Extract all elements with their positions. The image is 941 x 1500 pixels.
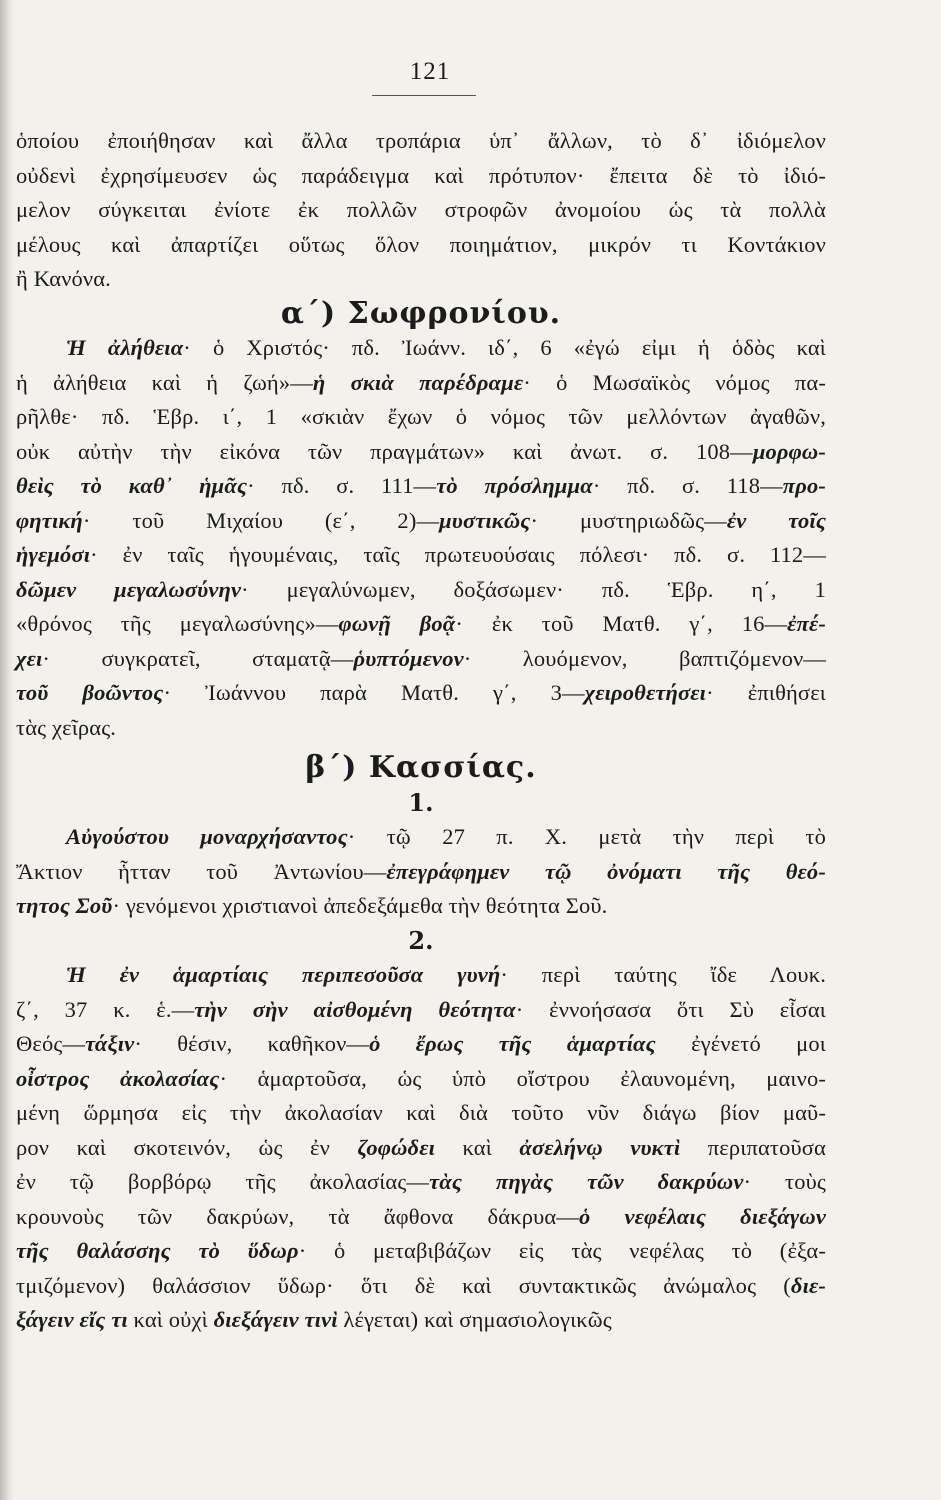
gloss: · ἁμαρτοῦσα, ὡς ὑπὸ οἴστρου ἐλαυνομένη, μαινο- — [219, 1065, 826, 1091]
body-text — [16, 124, 826, 1338]
gloss: τμιζόμενον) θαλάσσιον ὕδωρ· ὅτι δὲ καὶ συντακτικῶς ἀνώμαλος ( — [16, 1272, 791, 1298]
lemma: ἐπέ- — [787, 611, 826, 636]
gloss: · τοὺς — [743, 1169, 826, 1194]
gloss: μένη ὥρμησα εἰς τὴν ἀκολασίαν καὶ διὰ τοῦτο νῦν διάγω βίον μαῦ- — [16, 1100, 826, 1125]
intro-paragraph — [16, 124, 826, 297]
gloss: · Ἰωάννου παρὰ Ματθ. γ΄, 3— — [163, 680, 585, 705]
sofroniou-commentary — [16, 331, 826, 745]
text-line — [16, 366, 826, 401]
text-line — [16, 538, 826, 573]
lemma: ἡ σκιὰ παρέδραμε — [312, 369, 524, 395]
gloss: ρῆλθε· πδ. Ἑβρ. ι΄, 1 «σκιὰν ἔχων ὁ νόμος τῶν μελλόντων ἀγαθῶν, — [16, 404, 826, 429]
gloss: ἐγένετό μοι — [655, 1031, 826, 1056]
page-gutter — [0, 0, 14, 1500]
gloss: ρον καὶ σκοτεινόν, ὡς ἐν — [16, 1134, 358, 1160]
page-number-rule — [372, 95, 476, 96]
gloss: Θεός— — [16, 1031, 86, 1056]
lemma: ζοφώδει — [357, 1134, 435, 1160]
text-line — [16, 331, 826, 366]
gloss: καὶ οὐχὶ — [127, 1307, 214, 1332]
lemma: Ἡ ἀλήθεια — [66, 335, 184, 360]
lemma: μορφω- — [752, 438, 826, 464]
section-heading-sofroniou: α΄) Σωφρονίου. — [280, 295, 562, 331]
gloss: καὶ — [434, 1134, 520, 1160]
text-line — [16, 642, 826, 677]
lemma: Αὐγούστου μοναρχήσαντος — [66, 824, 348, 849]
lemma: ὁ ἔρως τῆς ἁμαρτίας — [369, 1031, 656, 1056]
lemma: ἐπεγράφημεν τῷ ὀνόματι τῆς θεό- — [386, 858, 826, 884]
text-line: οὐδενὶ ἐχρησίμευσεν ὡς παράδειγμα καὶ πρότυπον· ἔπειτα δὲ τὸ ἰδιό- — [16, 162, 826, 188]
gloss: λέγεται) καὶ σημασιολογικῶς — [337, 1307, 612, 1332]
lemma: τητος Σοῦ — [16, 893, 113, 918]
gloss: · πδ. σ. 111— — [247, 473, 437, 498]
text-line: ἢ Κανόνα. — [16, 266, 111, 291]
lemma: χειροθετήσει — [584, 680, 707, 705]
section-heading-kassias: β΄) Κασσίας. — [305, 750, 537, 785]
lemma: ἐν τοῖς — [726, 507, 826, 533]
text-line — [16, 711, 826, 746]
text-line — [16, 1062, 826, 1097]
lemma: δῶμεν μεγαλωσύνην — [16, 576, 242, 602]
gloss: τὰς χεῖρας. — [16, 714, 117, 740]
lemma: τὰς πηγὰς τῶν δακρύων — [429, 1169, 744, 1194]
text-line — [16, 1131, 826, 1166]
text-line: μελον σύγκειται ἐνίοτε ἐκ πολλῶν στροφῶν ἀνομοίου ὡς τὰ πολλὰ — [16, 197, 826, 222]
gloss: · ὁ Χριστός· πδ. Ἰωάνν. ιδ΄, 6 «ἐγώ εἰμι ἡ ὁδὸς καὶ — [183, 335, 826, 360]
text-line — [16, 607, 826, 642]
text-line — [16, 469, 826, 504]
gloss: · πδ. σ. 118— — [592, 473, 783, 498]
gloss: · λουόμενον, βαπτιζόμενον— — [463, 645, 826, 671]
gloss: ἐν τῷ βορβόρῳ τῆς ἀκολασίας— — [16, 1169, 430, 1194]
gloss: περιπατοῦσα — [680, 1134, 826, 1160]
lemma: τὴν σὴν αἰσθομένη θεότητα — [194, 996, 516, 1022]
gloss: «θρόνος τῆς μεγαλωσύνης»— — [16, 611, 339, 636]
lemma: Ἡ ἐν ἁμαρτίαις περιπεσοῦσα γυνή — [66, 962, 501, 987]
text-line — [16, 676, 826, 711]
lemma: μυστικῶς — [439, 507, 531, 533]
text-line: μέλους καὶ ἀπαρτίζει οὕτως ὅλον ποιημάτιον, μικρόν τι Κοντάκιον — [16, 231, 826, 257]
page-number: 121 — [409, 58, 451, 85]
lemma: ἡγεμόσι — [16, 542, 91, 567]
lemma: τοῦ βοῶντος — [16, 680, 164, 705]
text-line — [16, 958, 826, 993]
gloss: · συγκρατεῖ, σταματᾷ— — [42, 645, 354, 671]
gloss: · περὶ ταύτης ἴδε Λουκ. — [500, 962, 826, 987]
kassia-entry-1 — [16, 820, 826, 924]
entry-number-1: 1. — [408, 787, 434, 817]
text-line — [16, 1303, 826, 1338]
gloss: ἡ ἀλήθεια καὶ ἡ ζωή»— — [16, 369, 313, 395]
kassia-entry-2 — [16, 958, 826, 1338]
lemma: ἀσελήνῳ νυκτὶ — [519, 1134, 681, 1160]
gloss: · ὁ Μωσαϊκὸς νόμος πα- — [523, 369, 826, 395]
text-line — [16, 855, 826, 890]
gloss: · μυστηριωδῶς— — [530, 507, 727, 533]
gloss: Ἄκτιον ἧτταν τοῦ Ἀντωνίου— — [16, 858, 387, 884]
lemma: τὸ πρόσλημμα — [436, 473, 593, 498]
entry-number-2: 2. — [408, 925, 434, 955]
text-line — [16, 1096, 826, 1131]
text-line — [16, 1165, 826, 1200]
lemma: τάξιν — [85, 1031, 135, 1056]
text-line — [16, 1234, 826, 1269]
lemma: φωνῇ βοᾷ — [338, 611, 456, 636]
gloss: · τοῦ Μιχαίου (ε΄, 2)— — [82, 507, 440, 533]
text-line — [16, 889, 826, 924]
lemma: διεξάγειν τινὶ — [213, 1307, 338, 1332]
text-line — [16, 1027, 826, 1062]
text-line — [16, 573, 826, 608]
gloss: κρουνοὺς τῶν δακρύων, τὰ ἄφθονα δάκρυα— — [16, 1203, 579, 1229]
gloss: · τῷ 27 π. Χ. μετὰ τὴν περὶ τὸ — [347, 824, 826, 849]
lemma: χει — [16, 645, 43, 671]
lemma: ὁ νεφέλαις διεξάγων — [578, 1203, 826, 1229]
text-line — [16, 1200, 826, 1235]
text-line — [16, 820, 826, 855]
lemma: ῥυπτόμενον — [353, 645, 464, 671]
gloss: · μεγαλύνωμεν, δοξάσωμεν· πδ. Ἑβρ. η΄, 1 — [241, 576, 826, 602]
text-line — [16, 993, 826, 1028]
text-line: ὁποίου ἐποιήθησαν καὶ ἄλλα τροπάρια ὑπ᾽ ἄλλων, τὸ δ᾽ ἰδιόμελον — [16, 128, 826, 153]
lemma: διε- — [790, 1272, 826, 1298]
gloss: · ἐκ τοῦ Ματθ. γ΄, 16— — [455, 611, 788, 636]
lemma: θεὶς τὸ καθ᾽ ἡμᾶς — [16, 473, 248, 498]
lemma: τῆς θαλάσσης τὸ ὕδωρ — [16, 1238, 299, 1263]
gloss: · γενόμενοι χριστιανοὶ ἀπεδεξάμεθα τὴν θεότητα Σοῦ. — [112, 893, 608, 918]
lemma: ξάγειν εἴς τι — [16, 1307, 128, 1332]
lemma: οἶστρος ἀκολασίας — [16, 1065, 220, 1091]
text-line — [16, 1269, 826, 1304]
gloss: ζ΄, 37 κ. ἑ.— — [16, 996, 195, 1022]
lemma: φητική — [16, 507, 83, 533]
text-line — [16, 435, 826, 470]
gloss: · ὁ μεταβιβάζων εἰς τὰς νεφέλας τὸ (ἐξα- — [298, 1238, 826, 1263]
gloss: · ἐννοήσασα ὅτι Σὺ εἶσαι — [515, 996, 827, 1022]
gloss: οὐκ αὐτὴν τὴν εἰκόνα τῶν πραγμάτων» καὶ ἀνωτ. σ. 108— — [16, 438, 753, 464]
gloss: · ἐπιθήσει — [706, 680, 827, 705]
text-line — [16, 504, 826, 539]
text-line — [16, 400, 826, 435]
lemma: προ- — [782, 473, 826, 498]
gloss: · ἐν ταῖς ἡγουμέναις, ταῖς πρωτευούσαις πόλεσι· πδ. σ. 112— — [90, 542, 826, 567]
gloss: · θέσιν, καθῆκον— — [134, 1031, 370, 1056]
